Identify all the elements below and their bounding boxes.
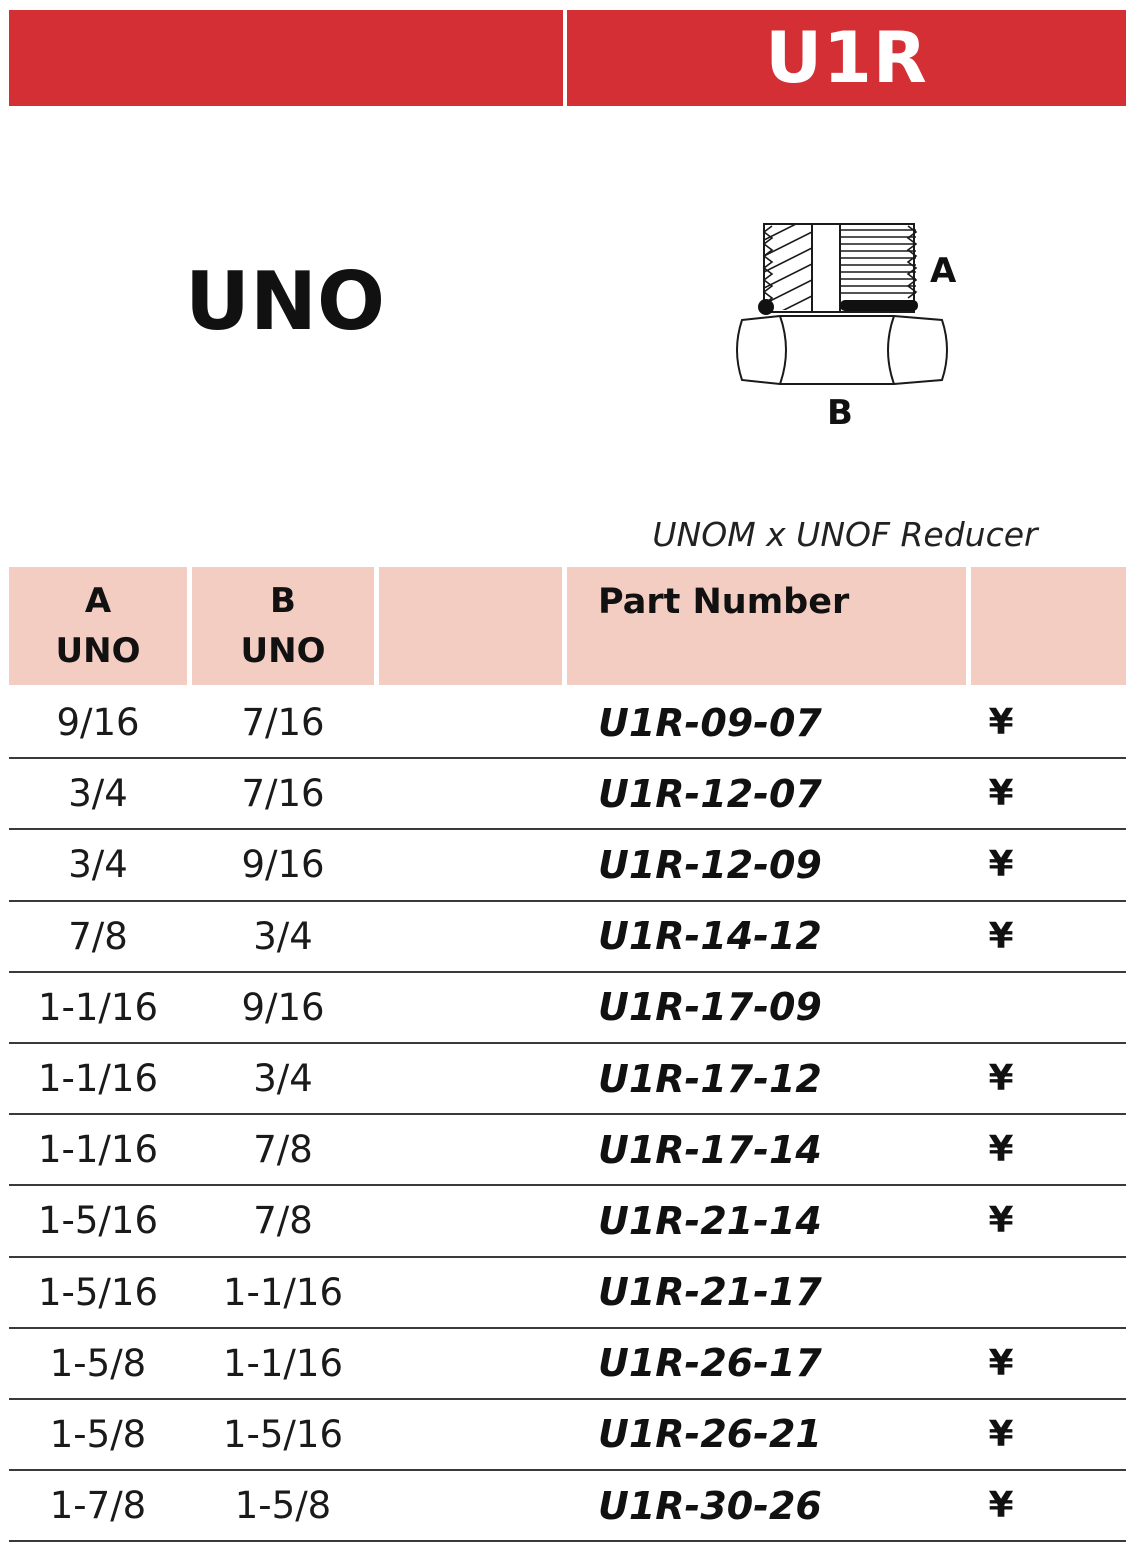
cell-b-size: 3/4 [253, 1057, 313, 1101]
cell-b-size: 1-1/16 [223, 1341, 343, 1385]
cell-part-number: U1R-21-17 [598, 1270, 822, 1315]
table-row [9, 1329, 1126, 1400]
table-row [9, 973, 1126, 1044]
cell-availability-mark: ¥ [988, 1129, 1014, 1171]
table-row [9, 1400, 1126, 1471]
table-row [9, 1186, 1126, 1257]
table-row [9, 830, 1126, 901]
column-header-mark [971, 567, 1126, 685]
cell-a-size: 1-1/16 [38, 1128, 158, 1172]
cell-b-size: 7/16 [241, 701, 325, 745]
cell-a-size: 3/4 [68, 772, 128, 816]
cell-part-number: U1R-26-21 [598, 1412, 822, 1457]
cell-b-size: 7/8 [253, 1199, 313, 1243]
hex-nut [737, 316, 947, 384]
table-row [9, 1044, 1126, 1115]
cell-availability-mark [971, 973, 1031, 1042]
column-header-part-number: Part Number [598, 582, 850, 622]
cell-part-number: U1R-14-12 [598, 914, 822, 959]
cell-a-size: 1-5/8 [49, 1412, 147, 1456]
cell-part-number: U1R-17-14 [598, 1127, 822, 1172]
table-row [9, 1258, 1126, 1329]
cell-availability-mark: ¥ [988, 1200, 1014, 1242]
cell-part-number: U1R-12-09 [598, 842, 822, 887]
cell-availability-mark: ¥ [988, 844, 1014, 886]
cell-a-size: 1-7/8 [49, 1484, 147, 1528]
cell-b-size: 9/16 [241, 985, 325, 1029]
cell-b-size: 9/16 [241, 843, 325, 887]
cell-b-size: 1-5/16 [223, 1412, 343, 1456]
cell-availability-mark: ¥ [988, 1342, 1014, 1384]
column-header-a-line1: A [84, 581, 112, 621]
fitting-drawing [720, 210, 980, 440]
cell-part-number: U1R-17-12 [598, 1056, 822, 1101]
cell-part-number: U1R-26-17 [598, 1341, 822, 1386]
cell-availability-mark [971, 1258, 1031, 1327]
cell-a-size: 1-1/16 [38, 985, 158, 1029]
table-body [9, 688, 1126, 1542]
cell-part-number: U1R-21-14 [598, 1198, 822, 1243]
cell-b-size: 1-5/8 [234, 1484, 332, 1528]
cell-b-size: 1-1/16 [223, 1270, 343, 1314]
cell-b-size: 7/8 [253, 1128, 313, 1172]
cell-b-size: 7/16 [241, 772, 325, 816]
cell-a-size: 1-5/16 [38, 1199, 158, 1243]
header-band-right [567, 10, 1126, 106]
cell-part-number: U1R-17-09 [598, 985, 822, 1030]
cell-a-size: 1-1/16 [38, 1057, 158, 1101]
cell-a-size: 9/16 [56, 701, 140, 745]
diagram-label-b: B [827, 393, 853, 433]
column-header-b [192, 567, 374, 685]
seal-bar [840, 300, 918, 311]
header-band-left [9, 10, 563, 106]
cell-part-number: U1R-30-26 [598, 1483, 822, 1528]
o-ring [758, 299, 774, 315]
cell-part-number: U1R-12-07 [598, 771, 822, 816]
column-header-b-line1: B [270, 581, 296, 621]
cell-availability-mark: ¥ [988, 702, 1014, 744]
table-row [9, 1471, 1126, 1542]
cell-availability-mark: ¥ [988, 1485, 1014, 1527]
cell-a-size: 1-5/8 [49, 1341, 147, 1385]
table-row [9, 759, 1126, 830]
table-row [9, 902, 1126, 973]
cell-availability-mark: ¥ [988, 1413, 1014, 1455]
table-row [9, 688, 1126, 759]
product-subtitle: UNOM x UNOF Reducer [652, 515, 1038, 554]
cell-part-number: U1R-09-07 [598, 700, 822, 745]
column-header-empty [379, 567, 562, 685]
cell-availability-mark: ¥ [988, 1058, 1014, 1100]
cell-b-size: 3/4 [253, 914, 313, 958]
column-header-a [9, 567, 187, 685]
cell-a-size: 1-5/16 [38, 1270, 158, 1314]
diagram-label-a: A [930, 251, 957, 291]
series-title: UNO [185, 255, 385, 348]
column-header-a-line2: UNO [55, 631, 141, 671]
table-row [9, 1115, 1126, 1186]
cell-a-size: 7/8 [68, 914, 128, 958]
cell-availability-mark: ¥ [988, 915, 1014, 957]
cell-a-size: 3/4 [68, 843, 128, 887]
product-code: U1R [765, 17, 928, 99]
column-header-b-line2: UNO [240, 631, 326, 671]
cell-availability-mark: ¥ [988, 773, 1014, 815]
